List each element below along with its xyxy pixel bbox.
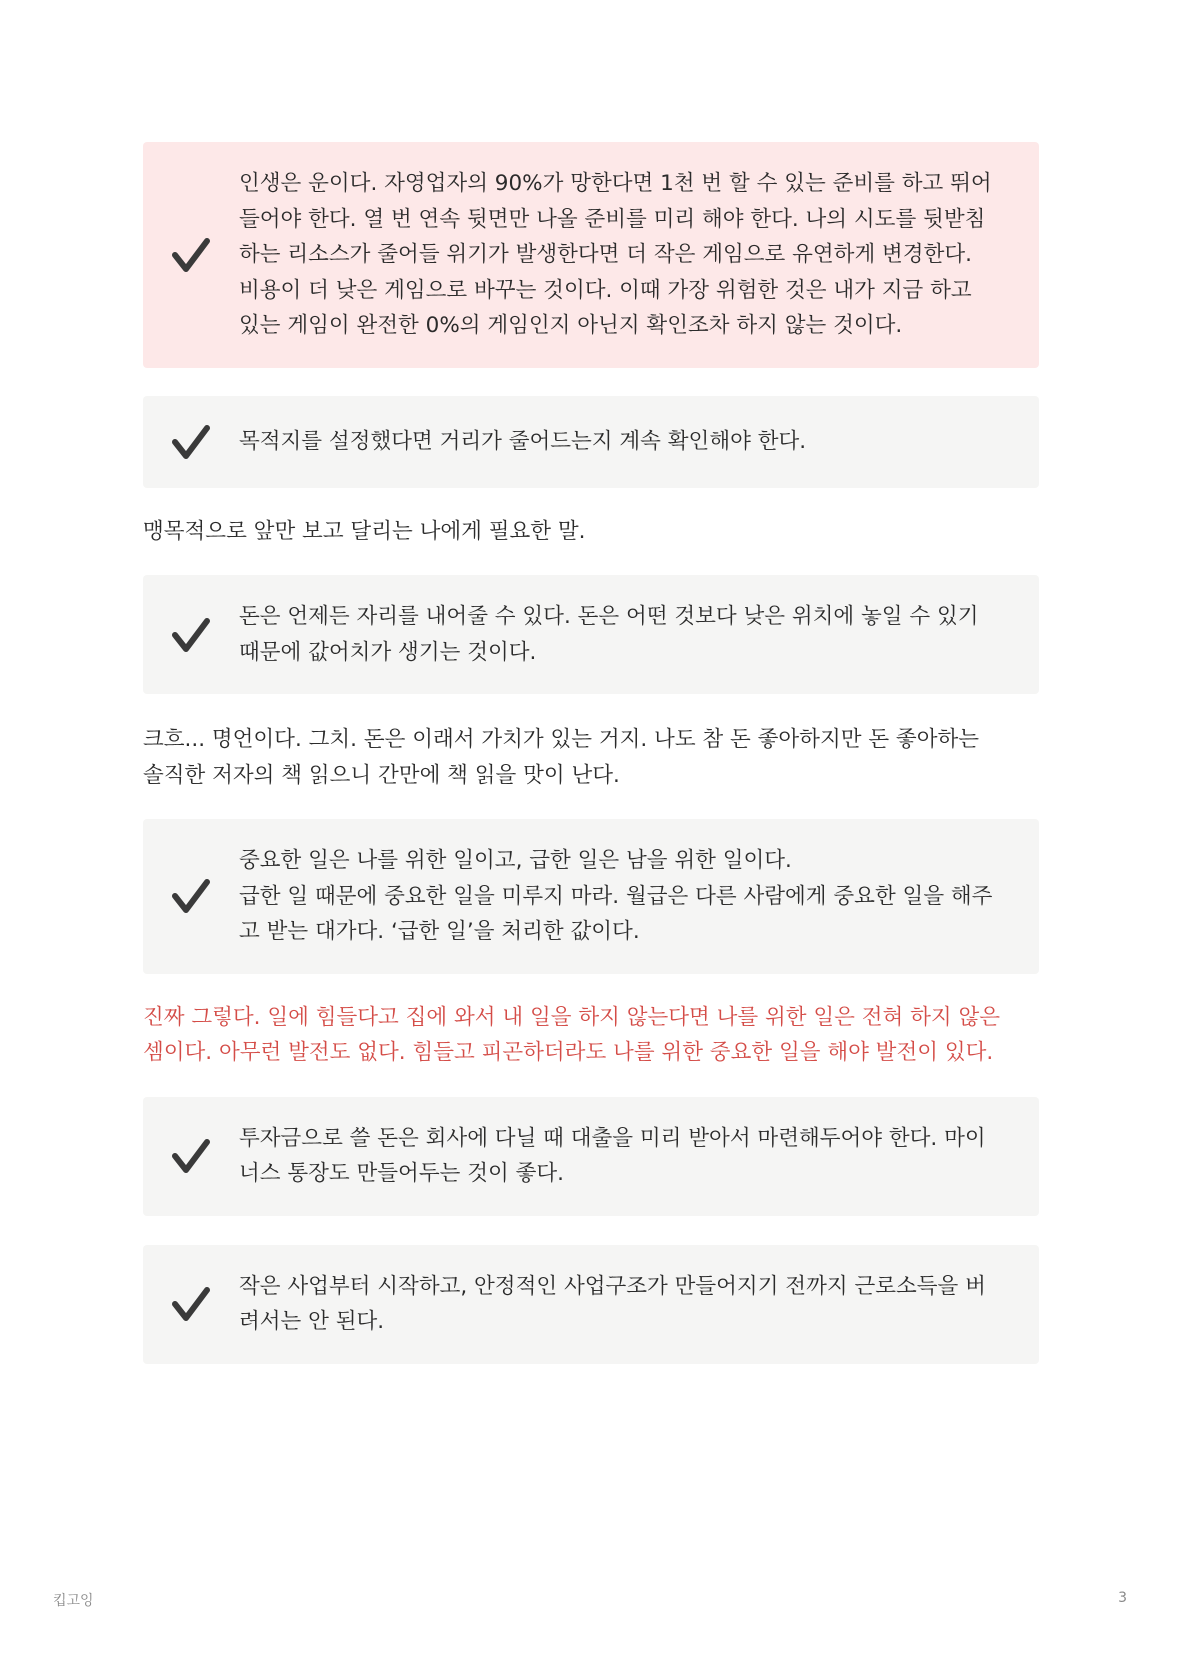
callout-destination <box>143 396 1039 488</box>
callout-money-yields <box>143 575 1039 694</box>
callout-text: 작은 사업부터 시작하고, 안정적인 사업구조가 만들어지기 전까지 근로소득을 버 려서는 안 된다. <box>239 1273 986 1334</box>
callout-text: 투자금으로 쓸 돈은 회사에 다닐 때 대출을 미리 받아서 마련해두어야 한다. 마이 너스 통장도 만들어두는 것이 좋다. <box>239 1125 986 1186</box>
paragraph-reflection: 크흐... 명언이다. 그치. 돈은 이래서 가치가 있는 거지. 나도 참 돈 좋아하지만 돈 좋아하는 솔직한 저자의 책 읽으니 간만에 책 읽을 맛이 난다. <box>143 727 979 788</box>
check-mark-icon <box>169 874 213 918</box>
paragraph-reflection: 맹목적으로 앞만 보고 달리는 나에게 필요한 말. <box>143 518 586 544</box>
check-mark-icon <box>169 420 213 464</box>
callout-text: 중요한 일은 나를 위한 일이고, 급한 일은 남을 위한 일이다. 급한 일 때문에 중요한 일을 미루지 마라. 월급은 다른 사람에게 중요한 일을 해주 고 받는 대가다. ‘급한 일’을 처리한 값이다. <box>239 848 993 944</box>
callout-text: 목적지를 설정했다면 거리가 줄어드는지 계속 확인해야 한다. <box>239 428 807 454</box>
check-mark-icon <box>169 613 213 657</box>
paragraph-reflection-highlight: 진짜 그렇다. 일에 힘들다고 집에 와서 내 일을 하지 않는다면 나를 위한 일은 전혀 하지 않은 셈이다. 아무런 발전도 없다. 힘들고 피곤하더라도 나를 위한 중요한 일을 해야 발전이 있다. <box>143 1004 1001 1065</box>
callout-life-is-luck <box>143 142 1039 368</box>
check-mark-icon <box>169 1282 213 1326</box>
check-mark-icon <box>169 1134 213 1178</box>
page-number: 3 <box>1118 1590 1127 1606</box>
callout-start-small <box>143 1245 1039 1364</box>
check-mark-icon <box>169 233 213 277</box>
callout-investment-funds <box>143 1097 1039 1216</box>
callout-important-vs-urgent <box>143 819 1039 974</box>
footer-author: 킵고잉 <box>53 1593 94 1609</box>
page-content <box>143 142 1039 1364</box>
callout-text: 인생은 운이다. 자영업자의 90%가 망한다면 1천 번 할 수 있는 준비를 하고 뛰어 들어야 한다. 열 번 연속 뒷면만 나올 준비를 미리 해야 한다. 나의 시도를 뒷받침 하는 리소스가 줄어들 위기가 발생한다면 더 작은 게임으로 유연하게 변경한다. 비용이 더 낮은 게임으로 바꾸는 것이다. 이때 가장 위험한 것은 내가 지금 하고 있는 게임이 완전한 0%의 게임인지 아닌지 확인조차 하지 않는 것이다. <box>239 171 992 338</box>
callout-text: 돈은 언제든 자리를 내어줄 수 있다. 돈은 어떤 것보다 낮은 위치에 놓일 수 있기 때문에 값어치가 생기는 것이다. <box>239 604 979 665</box>
